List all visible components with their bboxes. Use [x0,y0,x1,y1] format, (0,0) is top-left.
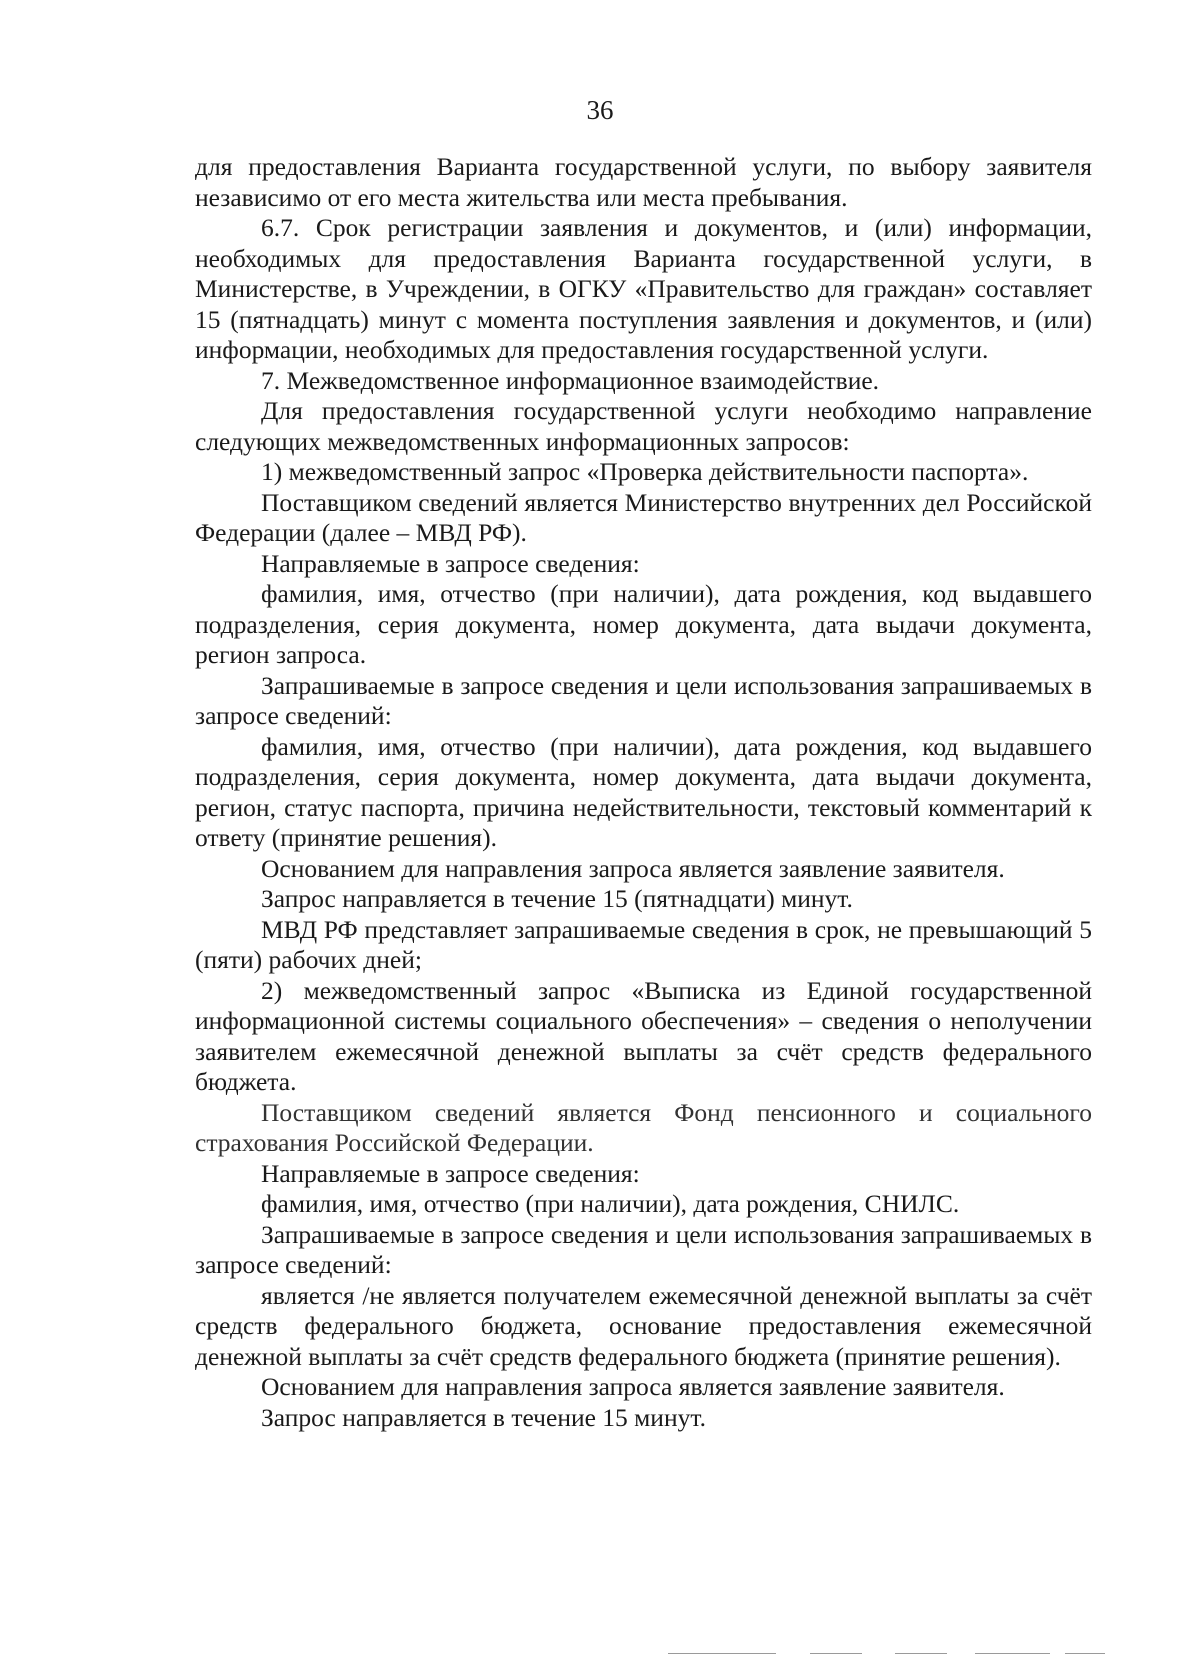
footer-divider [810,1653,862,1654]
paragraph-6-7: 6.7. Срок регистрации заявления и документов, и (или) информации, необходимых для предоставления Варианта государственной услуги, в Министерстве, в Учреждении, в ОГКУ «Правительство для граждан» составляет 15 (пятнадцать) минут с момента поступления заявления и документов, и (или) информации, необходимых для предоставления государственной услуги. [195,213,1092,364]
paragraph: Направляемые в запросе сведения: [261,1158,640,1188]
paragraph: фамилия, имя, отчество (при наличии), дата рождения, код выдавшего подразделения, серия документа, номер документа, дата выдачи документа, регион, статус паспорта, причина недействительности, текстовый комментарий к ответу (принятие решения). [195,731,1092,852]
paragraph: фамилия, имя, отчество (при наличии), дата рождения, код выдавшего подразделения, серия документа, номер документа, дата выдачи документа, регион запроса. [195,579,1092,669]
paragraph: Для предоставления государственной услуги необходимо направление следующих межведомственных информационных запросов: [195,396,1092,456]
paragraph: Основанием для направления запроса является заявление заявителя. [261,853,1005,883]
list-item-1: 1) межведомственный запрос «Проверка действительности паспорта». [261,457,1029,486]
paragraph: Основанием для направления запроса является заявление заявителя. [261,1372,1005,1401]
paragraph: Поставщиком сведений является Министерство внутренних дел Российской Федерации (далее – МВД РФ). [195,487,1092,547]
page-number: 36 [586,95,614,125]
footer-divider [895,1653,947,1654]
footer-divider [1065,1653,1105,1654]
paragraph: Направляемые в запросе сведения: [261,548,640,578]
paragraph: Запрос направляется в течение 15 (пятнадцати) минут. [261,884,853,913]
paragraph: Запрашиваемые в запросе сведения и цели использования запрашиваемых в запросе сведений: [195,670,1092,730]
footer-divider [668,1653,776,1654]
paragraph: фамилия, имя, отчество (при наличии), дата рождения, СНИЛС. [261,1189,960,1218]
paragraph: Запрос направляется в течение 15 минут. [261,1402,706,1432]
list-item-2: 2) межведомственный запрос «Выписка из Единой государственной информационной системы социального обеспечения» – сведения о неполучении заявителем ежемесячной денежной выплаты за счёт средств федерального бюджета. [195,975,1092,1096]
paragraph: Запрашиваемые в запросе сведения и цели использования запрашиваемых в запросе сведений: [195,1219,1092,1279]
paragraph: является /не является получателем ежемесячной денежной выплаты за счёт средств федерального бюджета, основание предоставления ежемесячной денежной выплаты за счёт средств федерального бюджета (принятие решения). [195,1280,1092,1371]
section-heading-7: 7. Межведомственное информационное взаимодействие. [261,365,880,395]
footer-divider [975,1653,1050,1654]
paragraph-continuation: для предоставления Варианта государственной услуги, по выбору заявителя независимо от его места жительства или места пребывания. [195,152,1092,212]
document-body [195,152,1092,1433]
paragraph: Поставщиком сведений является Фонд пенсионного и социального страхования Российской Федерации. [195,1097,1092,1157]
paragraph: МВД РФ представляет запрашиваемые сведения в срок, не превышающий 5 (пяти) рабочих дней; [195,914,1092,974]
